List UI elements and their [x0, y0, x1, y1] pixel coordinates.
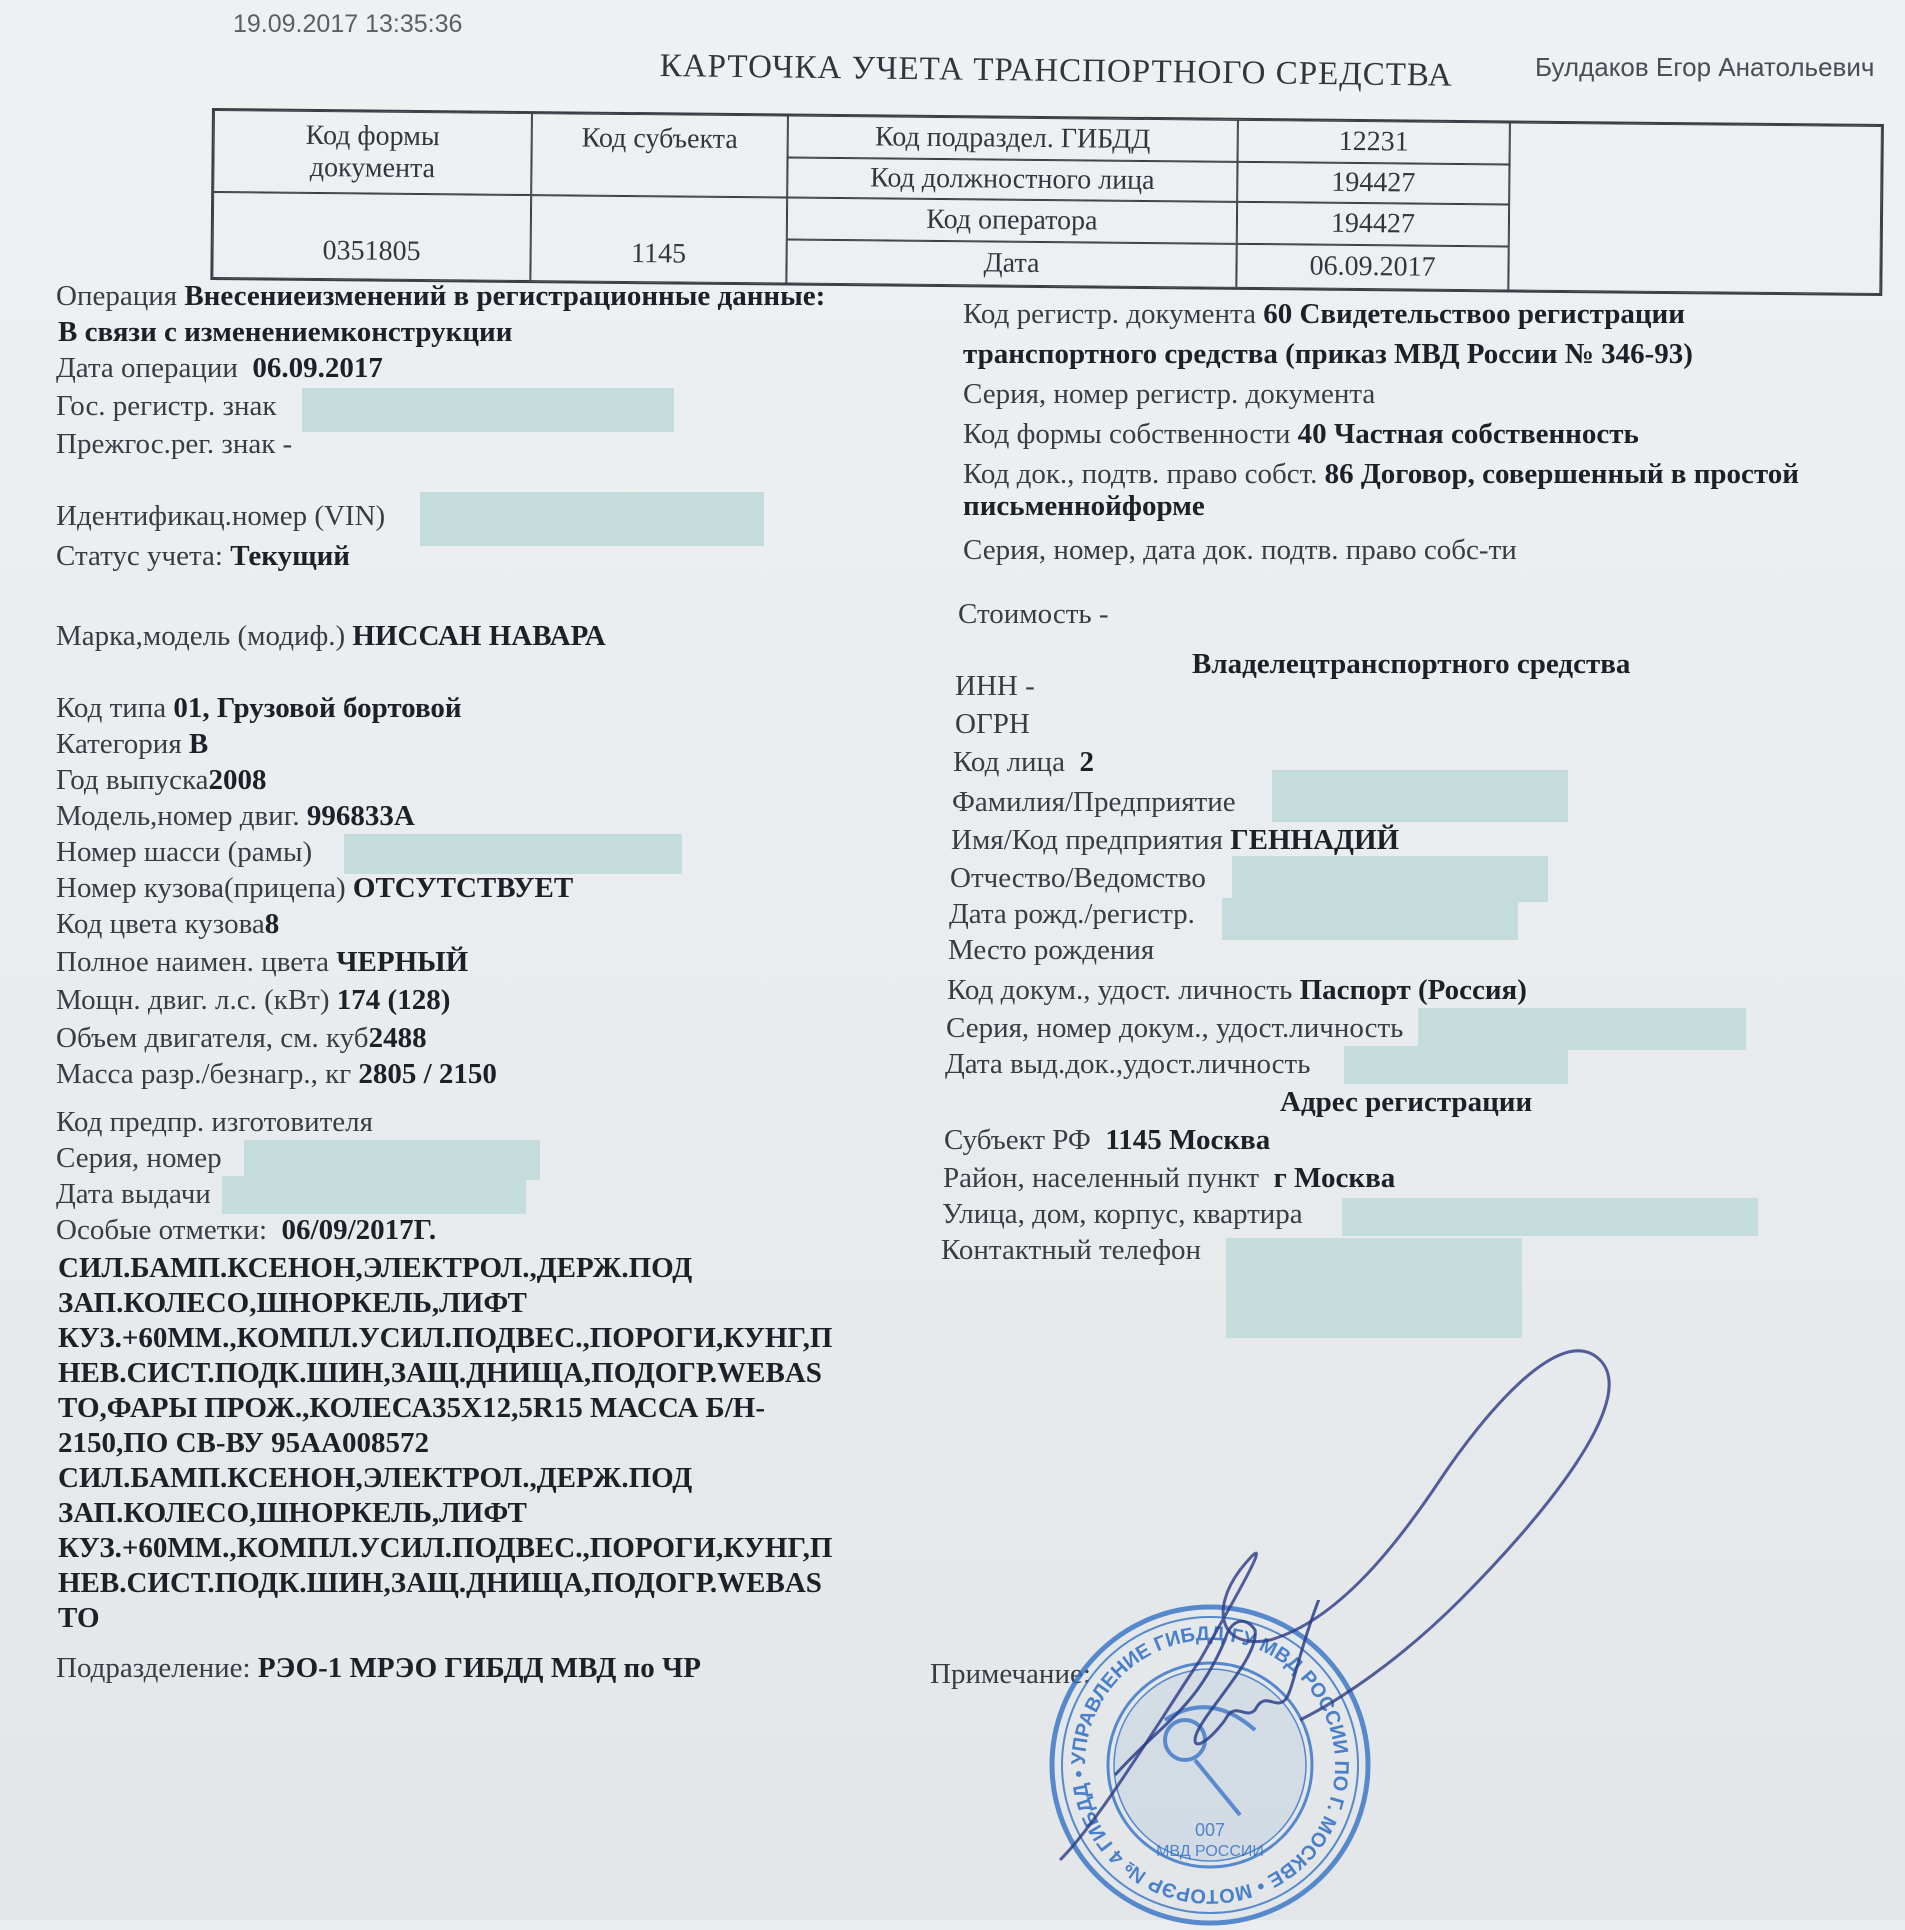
notes-lines: [58, 1252, 832, 1635]
issue-date-label: Дата выдачи: [56, 1178, 211, 1210]
note-line: СИЛ.БАМП.КСЕНОН,ЭЛЕКТРОЛ.,ДЕРЖ.ПОД: [58, 1462, 693, 1494]
inn-label: ИНН -: [955, 670, 1035, 702]
right-doc-value-2: письменнойформе: [963, 490, 1205, 522]
cost-label: Стоимость -: [958, 598, 1109, 630]
birth-date-label: Дата рожд./регистр.: [949, 898, 1195, 930]
manufacturer-label: Код предпр. изготовителя: [56, 1106, 373, 1138]
mass-row: [56, 1058, 497, 1091]
unit-code-value: 12231: [1238, 120, 1510, 165]
note-line: СИЛ.БАМП.КСЕНОН,ЭЛЕКТРОЛ.,ДЕРЖ.ПОД: [58, 1252, 693, 1284]
person-code-value: 2: [1079, 746, 1094, 778]
empty-cell: [1508, 122, 1882, 294]
redaction: [420, 492, 764, 546]
color-name-value: ЧЕРНЫЙ: [336, 946, 469, 978]
note-line: ЗАП.КОЛЕСО,ШНОРКЕЛЬ,ЛИФТ: [58, 1497, 527, 1529]
year-row: [56, 764, 266, 797]
reg-doc-series-label: Серия, номер регистр. документа: [963, 378, 1376, 410]
signature-stroke: [1040, 1340, 1660, 1900]
vin-label: Идентификац.номер (VIN): [56, 500, 386, 532]
region-label: Субъект РФ: [944, 1124, 1091, 1156]
note-line: ЗАП.КОЛЕСО,ШНОРКЕЛЬ,ЛИФТ: [58, 1287, 527, 1319]
print-timestamp: 19.09.2017 13:35:36: [233, 10, 463, 38]
person-code-label: Код лица: [953, 746, 1065, 778]
operation-date-row: [56, 352, 383, 385]
division-label: Подразделение:: [56, 1652, 251, 1684]
id-date-label: Дата выд.док.,удост.личность: [945, 1048, 1311, 1080]
note-line: КУЗ.+60ММ.,КОМПЛ.УСИЛ.ПОДВЕС.,ПОРОГИ,КУНГ,П: [58, 1322, 833, 1354]
status-label: Статус учета:: [56, 540, 223, 572]
power-row: [56, 984, 450, 1017]
category-value: B: [188, 728, 209, 760]
name-value: ГЕННАДИЙ: [1230, 824, 1400, 856]
address-heading: Адрес регистрации: [1280, 1086, 1533, 1118]
redaction: [244, 1140, 540, 1180]
person-code-row: [953, 746, 1094, 779]
id-doc-value: Паспорт (Россия): [1299, 974, 1527, 1006]
redaction: [1342, 1198, 1758, 1236]
make-label: Марка,модель (модиф.): [56, 620, 346, 652]
redaction: [302, 388, 674, 432]
body-label: Номер кузова(прицепа): [56, 872, 346, 904]
engine-value: 996833А: [306, 800, 415, 832]
region-row: [944, 1124, 1270, 1157]
district-value: г Москва: [1273, 1162, 1396, 1194]
volume-label: Объем двигателя, см. куб: [56, 1022, 369, 1054]
operator-name: Булдаков Егор Анатольевич: [1535, 52, 1875, 82]
right-doc-series-label: Серия, номер, дата док. подтв. право собс-ти: [963, 534, 1517, 566]
chassis-label: Номер шасси (рамы): [56, 836, 313, 868]
name-label: Имя/Код предприятия: [951, 824, 1223, 856]
color-name-row: [56, 946, 468, 979]
body-row: [56, 872, 573, 905]
power-value: 174 (128): [336, 984, 451, 1016]
right-doc-row: [963, 458, 1799, 491]
name-row: [951, 824, 1399, 857]
notes-label: Особые отметки:: [56, 1214, 268, 1246]
series-label: Серия, номер: [56, 1142, 222, 1174]
reg-doc-row: [963, 298, 1685, 331]
operation-row: [56, 280, 825, 313]
category-label: Категория: [56, 728, 182, 760]
redaction: [222, 1176, 526, 1214]
note-line: КУЗ.+60ММ.,КОМПЛ.УСИЛ.ПОДВЕС.,ПОРОГИ,КУНГ,П: [58, 1532, 833, 1564]
reg-doc-value-2: транспортного средства (приказ МВД России № 346-93): [963, 338, 1693, 370]
volume-value: 2488: [368, 1022, 427, 1054]
date-value: 06.09.2017: [1236, 244, 1508, 291]
id-series-label: Серия, номер докум., удост.личность: [946, 1012, 1404, 1044]
stamp-number: 007: [1194, 1820, 1226, 1840]
category-row: [56, 728, 208, 761]
mass-label: Масса разр./безнагр., кг: [56, 1058, 352, 1090]
redaction: [1222, 898, 1518, 940]
note-line: НЕВ.СИСТ.ПОДК.ШИН,ЗАЩ.ДНИЩА,ПОДОГР.WEBAS: [58, 1357, 822, 1389]
note-line: НЕВ.СИСТ.ПОДК.ШИН,ЗАЩ.ДНИЩА,ПОДОГР.WEBAS: [58, 1567, 822, 1599]
codes-table: [210, 108, 1884, 296]
stamp-bottom-text: МВД РОССИИ: [1156, 1843, 1264, 1860]
note-label: Примечание:: [930, 1658, 1091, 1690]
ownership-value: 40 Частная собственность: [1297, 418, 1639, 450]
redaction: [1226, 1238, 1522, 1338]
notes-row: [56, 1214, 436, 1247]
operation-value-2: В связи с изменениемконструкции: [58, 316, 513, 348]
unit-code-label: Код подраздел. ГИБДД: [788, 116, 1238, 162]
op-date-label: Дата операции: [56, 352, 238, 384]
right-doc-value: 86 Договор, совершенный в простой: [1324, 458, 1799, 490]
volume-row: [56, 1022, 427, 1055]
redaction: [1232, 856, 1548, 902]
operator-code-value: 194427: [1237, 202, 1509, 247]
year-value: 2008: [208, 764, 267, 796]
phone-label: Контактный телефон: [941, 1234, 1202, 1266]
type-row: [56, 692, 462, 725]
official-code-value: 194427: [1237, 162, 1509, 205]
birth-place-label: Место рождения: [948, 934, 1155, 966]
stamp-ring-text: УПРАВЛЕНИЕ ГИБДД ГУ МВД РОССИИ ПО Г. МОСКВЕ • МОТОРЭР № 4 ГИБДД •: [1067, 1622, 1353, 1908]
plate-label: Гос. регистр. знак: [56, 390, 277, 422]
official-code-label: Код должностного лица: [787, 158, 1237, 202]
prev-plate-label: Прежгос.рег. знак -: [56, 428, 293, 460]
form-code-label: Код формы документа: [213, 110, 532, 195]
subject-code-value: 1145: [530, 195, 787, 283]
operation-label: Операция: [56, 280, 178, 312]
id-doc-row: [947, 974, 1527, 1007]
operator-code-label: Код оператора: [787, 198, 1237, 244]
color-code-label: Код цвета кузова: [56, 908, 265, 940]
status-row: [56, 540, 350, 573]
color-code-value: 8: [264, 908, 280, 940]
district-label: Район, населенный пункт: [943, 1162, 1260, 1194]
power-label: Мощн. двиг. л.с. (кВт): [56, 984, 330, 1016]
note-line: ТО,ФАРЫ ПРОЖ.,КОЛЕСА35Х12,5R15 МАССА Б/Н-: [58, 1392, 765, 1424]
op-date-value: 06.09.2017: [252, 352, 383, 384]
notes-date: 06/09/2017Г.: [281, 1214, 437, 1246]
right-doc-label: Код док., подтв. право собст.: [963, 458, 1318, 490]
owner-heading: Владелецтранспортного средства: [1192, 648, 1631, 680]
ownership-label: Код формы собственности: [963, 418, 1291, 450]
make-value: НИССАН НАВАРА: [352, 620, 606, 652]
mass-value: 2805 / 2150: [358, 1058, 497, 1090]
ownership-row: [963, 418, 1639, 451]
redaction: [1272, 770, 1568, 822]
date-label: Дата: [786, 240, 1236, 288]
division-value: РЭО-1 МРЭО ГИБДД МВД по ЧР: [257, 1652, 701, 1684]
reg-doc-label: Код регистр. документа: [963, 298, 1256, 330]
reg-doc-value: 60 Свидетельствоо регистрации: [1263, 298, 1685, 330]
redaction: [1344, 1046, 1568, 1084]
status-value: Текущий: [230, 540, 350, 572]
note-line: 2150,ПО СВ-ВУ 95АА008572: [58, 1427, 429, 1459]
redaction: [344, 834, 682, 874]
type-value: 01, Грузовой бортовой: [173, 692, 462, 724]
patronymic-label: Отчество/Ведомство: [950, 862, 1206, 894]
redaction: [1418, 1008, 1746, 1050]
street-label: Улица, дом, корпус, квартира: [942, 1198, 1303, 1230]
engine-label: Модель,номер двиг.: [56, 800, 300, 832]
body-value: ОТСУТСТВУЕТ: [352, 872, 574, 904]
engine-row: [56, 800, 415, 833]
make-row: [56, 620, 606, 653]
form-code-value: 0351805: [212, 192, 531, 281]
division-row: [56, 1652, 701, 1685]
type-label: Код типа: [56, 692, 167, 724]
id-doc-label: Код докум., удост. личность: [947, 974, 1293, 1006]
region-value: 1145 Москва: [1105, 1124, 1271, 1156]
district-row: [943, 1162, 1395, 1195]
operation-value: Внесениеизменений в регистрационные данные:: [184, 280, 826, 312]
year-label: Год выпуска: [56, 764, 209, 796]
document-title: КАРТОЧКА УЧЕТА ТРАНСПОРТНОГО СРЕДСТВА: [659, 48, 1453, 94]
subject-code-label: Код субъекта: [531, 113, 788, 197]
ogrn-label: ОГРН: [955, 708, 1030, 740]
color-name-label: Полное наимен. цвета: [56, 946, 329, 978]
surname-label: Фамилия/Предприятие: [952, 786, 1236, 818]
note-line: ТО: [58, 1602, 100, 1634]
color-code-row: [56, 908, 279, 941]
